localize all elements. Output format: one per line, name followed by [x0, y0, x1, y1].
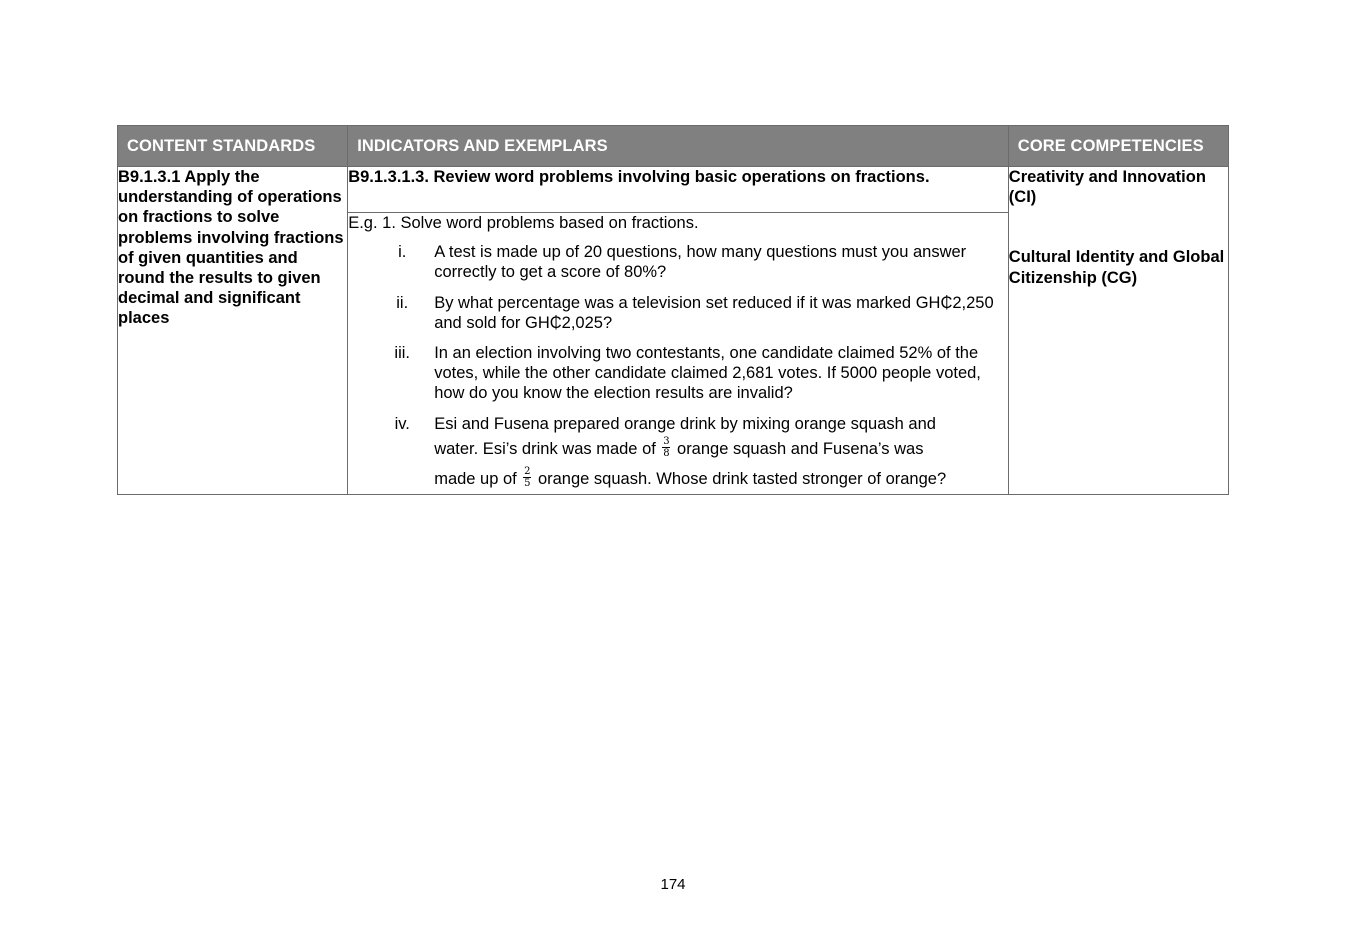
question-text-part: made up of [434, 469, 517, 488]
question-item [348, 414, 1008, 494]
header-row [118, 126, 1229, 167]
indicator-text: B9.1.3.1.3. Review word problems involving basic operations on fractions. [348, 168, 930, 186]
fraction-numerator: 2 [524, 465, 531, 477]
question-text: A test is made up of 20 questions, how many questions must you answer correctly to get a score of 80%? [434, 243, 967, 282]
question-text: In an election involving two contestants, one candidate claimed 52% of the votes, while the other candidate claimed 2,681 votes. If 5000 people voted, how do you know the election results are invalid? [434, 344, 981, 403]
question-line: Esi and Fusena prepared orange drink by mixing orange squash and [434, 414, 936, 433]
question-line-with-fraction [434, 434, 1008, 464]
competency-cultural-identity: Cultural Identity and Global Citizenship (CG) [1008, 248, 1225, 287]
fraction-denominator: 5 [524, 477, 531, 489]
curriculum-table [117, 125, 1229, 495]
fraction-two-fifths [523, 466, 531, 489]
question-text: By what percentage was a television set reduced if it was marked GH₵2,250 and sold for GH₵2,025? [434, 293, 994, 332]
header-indicators-and-exemplars: INDICATORS AND EXEMPLARS [348, 126, 1009, 167]
header-core-competencies: CORE COMPETENCIES [1008, 126, 1228, 167]
question-number: iv. [394, 414, 410, 433]
question-item [348, 293, 1008, 333]
question-text-part: orange squash and Fusena’s was [677, 439, 924, 458]
header-content-standards: CONTENT STANDARDS [118, 126, 348, 167]
question-number: ii. [396, 293, 409, 312]
question-number: i. [398, 243, 407, 262]
indicator-row [118, 167, 1229, 213]
question-text-part: water. Esi’s drink was made of [434, 439, 656, 458]
question-number: iii. [394, 344, 410, 363]
fraction-three-eighths [662, 436, 670, 459]
question-line-with-fraction [434, 464, 1008, 494]
page-number: 174 [660, 876, 686, 893]
question-text-part: orange squash. Whose drink tasted stronger of orange? [537, 469, 947, 488]
indicator-cell [348, 167, 1009, 213]
exemplar-title: E.g. 1. Solve word problems based on fractions. [348, 214, 699, 232]
fraction-denominator: 8 [663, 447, 670, 459]
content-standard-cell [118, 167, 348, 495]
content-standard-text: B9.1.3.1 Apply the understanding of operations on fractions to solve problems involving fractions of given quantities and round the results to given decimal and significant places [118, 168, 344, 328]
question-item [348, 242, 1008, 282]
core-competencies-cell [1008, 167, 1228, 495]
fraction-numerator: 3 [663, 435, 670, 447]
exemplar-cell [348, 213, 1009, 495]
competency-creativity: Creativity and Innovation (CI) [1008, 168, 1206, 207]
question-item [348, 343, 1008, 404]
